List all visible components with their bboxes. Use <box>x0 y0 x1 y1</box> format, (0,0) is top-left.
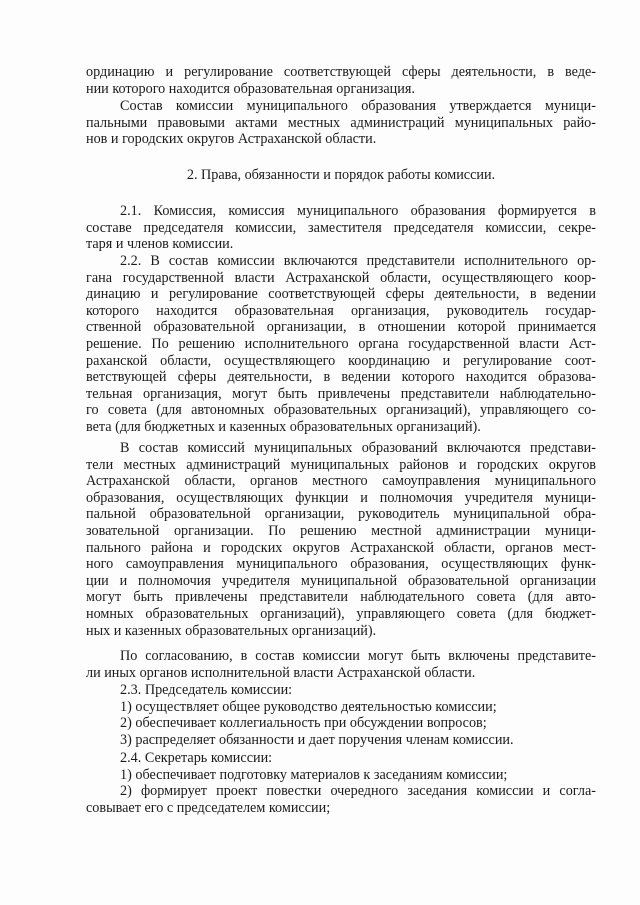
text-line: номных образовательных организаций), управляющего совета (для бюджет- <box>86 605 596 622</box>
text-line: зовательной организации. По решению местной администрации муници- <box>86 522 596 539</box>
intro-paragraph <box>86 64 596 97</box>
text-line: По согласованию, в состав комиссии могут быть включены представите- <box>120 648 596 664</box>
text-line: образования, осуществляющих функции и полномочия учредителя муници- <box>86 489 596 506</box>
text-line: нов и городских округов Астраханской области. <box>86 131 377 148</box>
text-line: 2.4. Секретарь комиссии: <box>120 750 273 766</box>
text-line: могут быть привлечены представители наблюдательного совета (для авто- <box>86 589 596 606</box>
text-line: пальными правовыми актами местных администраций муниципальных райо- <box>86 114 596 131</box>
text-line: 2.3. Председатель комиссии: <box>120 682 293 698</box>
text-line: ных и казенных образовательных организаций). <box>86 622 377 639</box>
paragraph-agreement <box>86 648 596 681</box>
paragraph-2-4 <box>86 750 596 816</box>
text-line: таря и членов комиссии. <box>86 236 234 253</box>
paragraph-2-2 <box>86 253 596 436</box>
paragraph-2-3 <box>86 682 596 748</box>
text-line: 2.1. Комиссия, комиссия муниципального образования формируется в <box>120 203 596 219</box>
text-line: гана государственной власти Астраханской области, осуществляющего коор- <box>86 269 596 286</box>
list-item: 3) распределяет обязанности и дает поручения членам комиссии. <box>120 731 514 748</box>
paragraph-2-1 <box>86 203 596 253</box>
list-item: 1) обеспечивает подготовку материалов к заседаниям комиссии; <box>120 766 508 783</box>
section-heading-block <box>86 167 596 184</box>
text-line: решение. По решению исполнительного органа государственной власти Аст- <box>86 335 596 352</box>
list-item: 1) осуществляет общее руководство деятельностью комиссии; <box>120 698 497 715</box>
text-line: Астраханской области, органов местного самоуправления муниципального <box>86 473 596 490</box>
text-line: ветствующей сферы деятельности, в ведении которого находится образова- <box>86 369 596 386</box>
text-line: ординацию и регулирование соответствующей сферы деятельности, в веде- <box>86 64 596 80</box>
text-line: динацию и регулирование соответствующей сферы деятельности, в ведении <box>86 286 596 303</box>
list-item: 2) обеспечивает коллегиальность при обсуждении вопросов; <box>120 715 487 732</box>
text-line: тельная организация, могут быть привлечены представители наблюдательно- <box>86 385 596 402</box>
text-line: Состав комиссии муниципального образования утверждается муници- <box>120 98 596 114</box>
text-line: В состав комиссий муниципальных образований включаются представи- <box>120 440 596 456</box>
text-line: пального района и городских округов Астраханской области, органов мест- <box>86 539 596 556</box>
text-line: которого находится образовательная организация, руководитель государ- <box>86 302 596 319</box>
text-line: ции и полномочия учредителя муниципальной образовательной организации <box>86 572 596 589</box>
text-line: го совета (для автономных образовательных организаций), управляющего со- <box>86 402 596 419</box>
list-item: 2) формирует проект повестки очередного заседания комиссии и согла- <box>120 783 596 800</box>
text-line: совывает его с председателем комиссии; <box>86 799 331 816</box>
text-line: вета (для бюджетных и казенных образовательных организаций). <box>86 418 481 435</box>
paragraph-municipal <box>86 440 596 639</box>
text-line: составе председателя комиссии, заместителя председателя комиссии, секре- <box>86 219 596 236</box>
text-line: ли иных органов исполнительной власти Астраханской области. <box>86 664 476 681</box>
text-line: тели местных администраций муниципальных районов и городских округов <box>86 456 596 473</box>
text-line: нии которого находится образовательная организация. <box>86 80 415 97</box>
text-line: пальной образовательной организации, руководитель муниципальной обра- <box>86 506 596 523</box>
text-line: 2.2. В состав комиссии включаются представители исполнительного ор- <box>120 253 596 269</box>
text-line: ственной образовательной организации, в отношении которой принимается <box>86 319 596 336</box>
text-line: раханской области, осуществляющего координацию и регулирование соот- <box>86 352 596 369</box>
section-heading: 2. Права, обязанности и порядок работы комиссии. <box>186 167 496 183</box>
composition-paragraph <box>86 98 596 148</box>
text-line: ного самоуправления муниципального образования, осуществляющих функ- <box>86 556 596 573</box>
